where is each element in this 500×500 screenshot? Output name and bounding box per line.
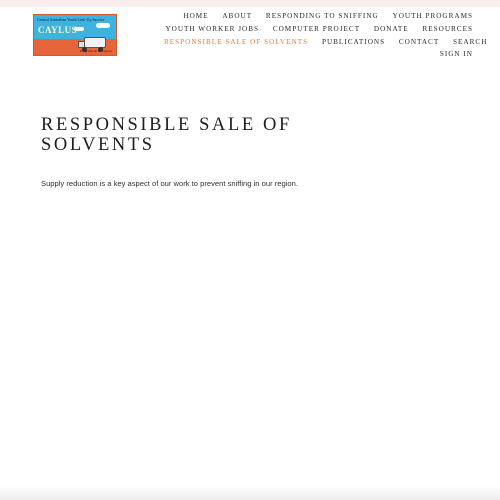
nav-row [153, 48, 473, 61]
page-title: RESPONSIBLE SALE OF SOLVENTS [41, 115, 292, 155]
nav-responsible-sale-of-solvents[interactable]: RESPONSIBLE SALE OF SOLVENTS [164, 37, 309, 46]
nav-row [153, 23, 473, 36]
intro-paragraph: Supply reduction is a key aspect of our work to prevent sniffing in our region. [41, 179, 298, 188]
main-nav [153, 10, 488, 61]
nav-contact[interactable]: CONTACT [398, 37, 440, 46]
cloud-icon [96, 23, 110, 28]
nav-donate[interactable]: DONATE [373, 24, 409, 33]
nav-resources[interactable]: RESOURCES [422, 24, 473, 33]
nav-responding-to-sniffing[interactable]: RESPONDING TO SNIFFING [265, 12, 379, 20]
caylus-logo[interactable] [33, 14, 117, 56]
logo-tagline: Central Australian Youth Link-Up Service [37, 17, 105, 22]
nav-publications[interactable]: PUBLICATIONS [321, 37, 386, 46]
truck-icon [84, 37, 106, 48]
nav-home[interactable]: HOME [183, 12, 209, 20]
nav-row [153, 10, 473, 23]
nav-sign-in[interactable]: SIGN IN [439, 50, 473, 59]
nav-youth-programs[interactable]: YOUTH PROGRAMS [392, 12, 473, 20]
nav-search[interactable]: SEARCH [453, 37, 488, 46]
logo-subtitle: Programs & Resources [79, 49, 112, 53]
logo-brand: CAYLUS [38, 25, 78, 35]
nav-youth-worker-jobs[interactable]: YOUTH WORKER JOBS [165, 24, 260, 33]
nav-about[interactable]: ABOUT [222, 12, 253, 20]
nav-row [153, 36, 488, 49]
top-strip [0, 0, 500, 7]
nav-computer-project[interactable]: COMPUTER PROJECT [272, 24, 361, 33]
bottom-shade [0, 486, 500, 500]
